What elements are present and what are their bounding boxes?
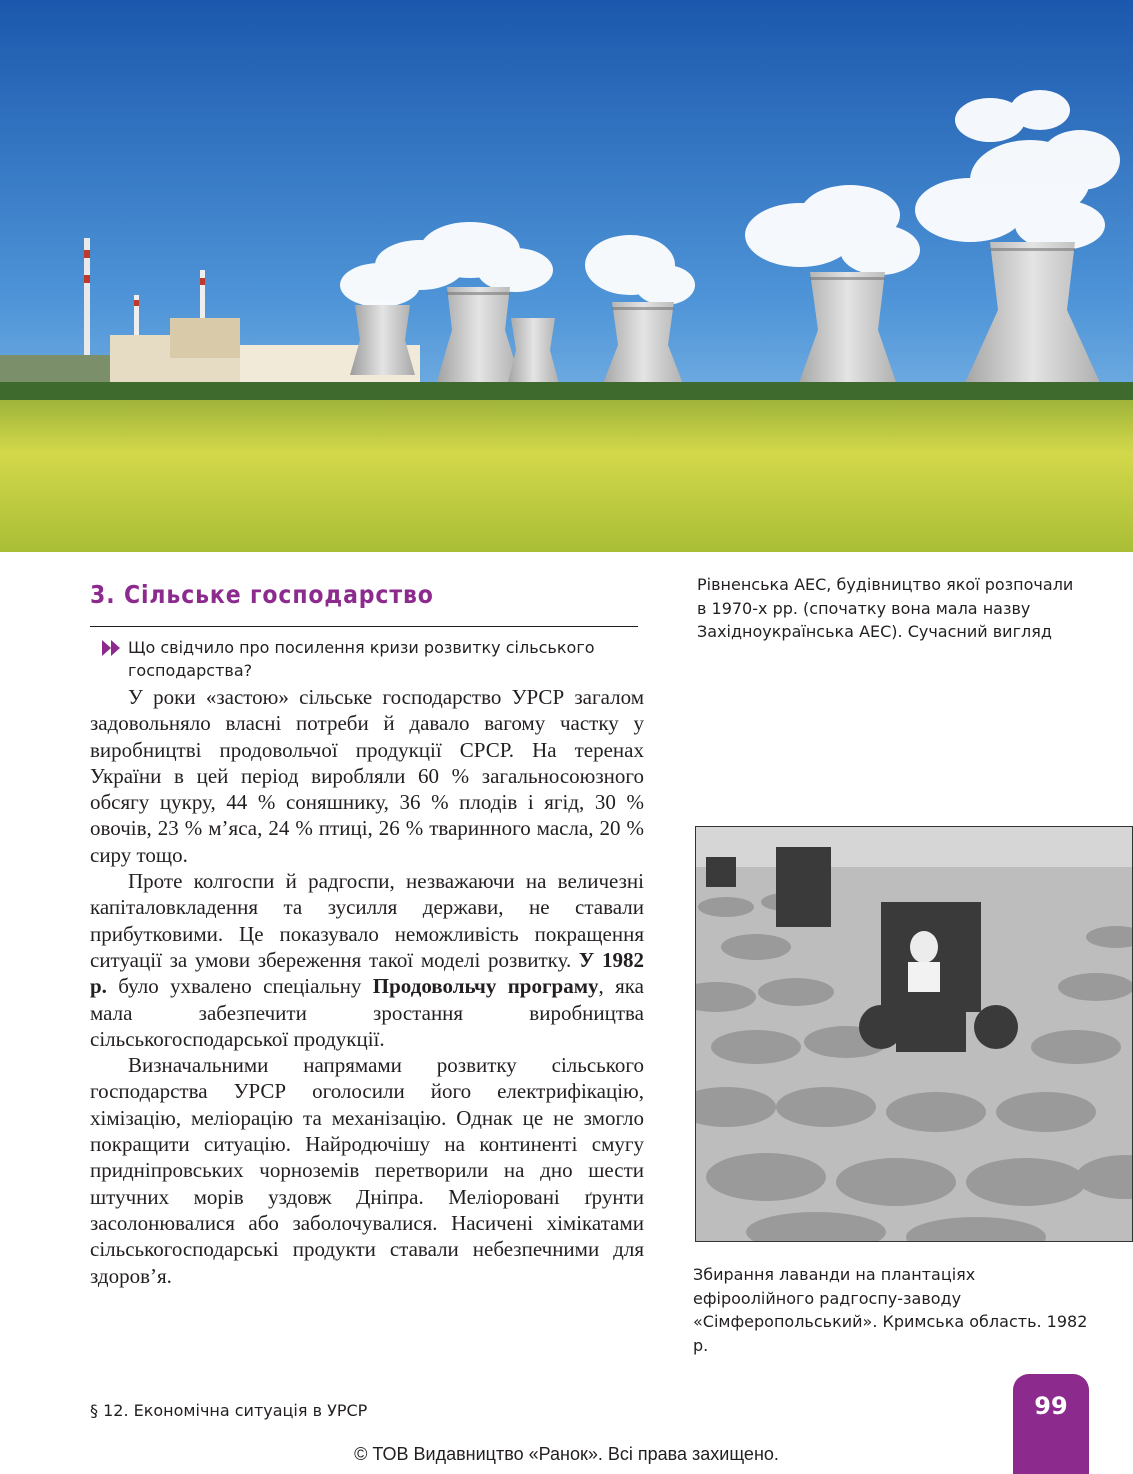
paragraph-1: У роки «застою» сільське господарство УРСР загалом задовольняло власні потреби й давало вагому частку у виробництві продовольчої продукції СРСР. На теренах України в цей період виробляли 60 % загальносоюзного обсягу цукру, 44 % соняшнику, 36 % плодів і ягід, 30 % овочів, 23 % м’яса, 24 % птиці, 26 % тваринного масла, 20 % сиру тощо.: [90, 685, 644, 867]
caption-nuclear-plant: Рівненська АЕС, будівництво якої розпочали в 1970-х рр. (спочатку вона мала назву Західноукраїнська АЕС). Сучасний вигляд: [697, 575, 1074, 641]
section-title: 3. Сільське господарство: [90, 580, 434, 609]
caption-lavender: Збирання лаванди на плантаціях ефіроолійного радгоспу-заводу «Сімферопольський». Кримська область. 1982 р.: [693, 1265, 1088, 1355]
page-number: 99: [1034, 1392, 1068, 1420]
food-program-term: Продовольчу програму: [372, 974, 599, 999]
paragraph-3: Визначальними напрямами розвитку сільського господарства УРСР оголосили його електрифікацію, хімізацію, меліорацію та механізацію. Однак це не змогло покращити ситуацію. Найродючішу на континенті смугу придніпровських чорноземів перетворили на дно шести штучних морів уздовж Дніпра. Меліоровані ґрунти засолонювалися або заболочувалися. Насичені хімікатами сільськогосподарські продукти ставали небезпечними для здоров’я.: [90, 1053, 644, 1288]
double-arrow-right-icon: [102, 639, 122, 655]
paragraph-2-part-c: , яка мала забезпечити зростання виробництва сільськогосподарської продукції.: [90, 974, 644, 1051]
title-divider: [90, 626, 638, 627]
paragraph-2-part-a: Проте колгоспи й радгоспи, незважаючи на величезні капіталовкладення та зусилля держави, не ставали прибутковими. Це показувало неможливість покращення ситуації за умови збереження такої моделі розвитку.: [90, 869, 644, 972]
photo-lavender-harvest: [695, 826, 1133, 1242]
copyright-notice: © ТОВ Видавництво «Ранок». Всі права захищено.: [354, 1444, 779, 1464]
photo-nuclear-plant: [0, 0, 1133, 552]
question-text: Що свідчило про посилення кризи розвитку сільського господарства?: [128, 638, 595, 680]
chapter-reference: § 12. Економічна ситуація в УРСР: [90, 1401, 368, 1420]
body-text: [90, 684, 644, 1289]
year-1982: У 1982 р.: [90, 947, 644, 999]
paragraph-2-part-b: було ухвалено спеціальну: [106, 974, 373, 999]
paragraph-2: [90, 868, 644, 1052]
guiding-question: [104, 636, 644, 682]
